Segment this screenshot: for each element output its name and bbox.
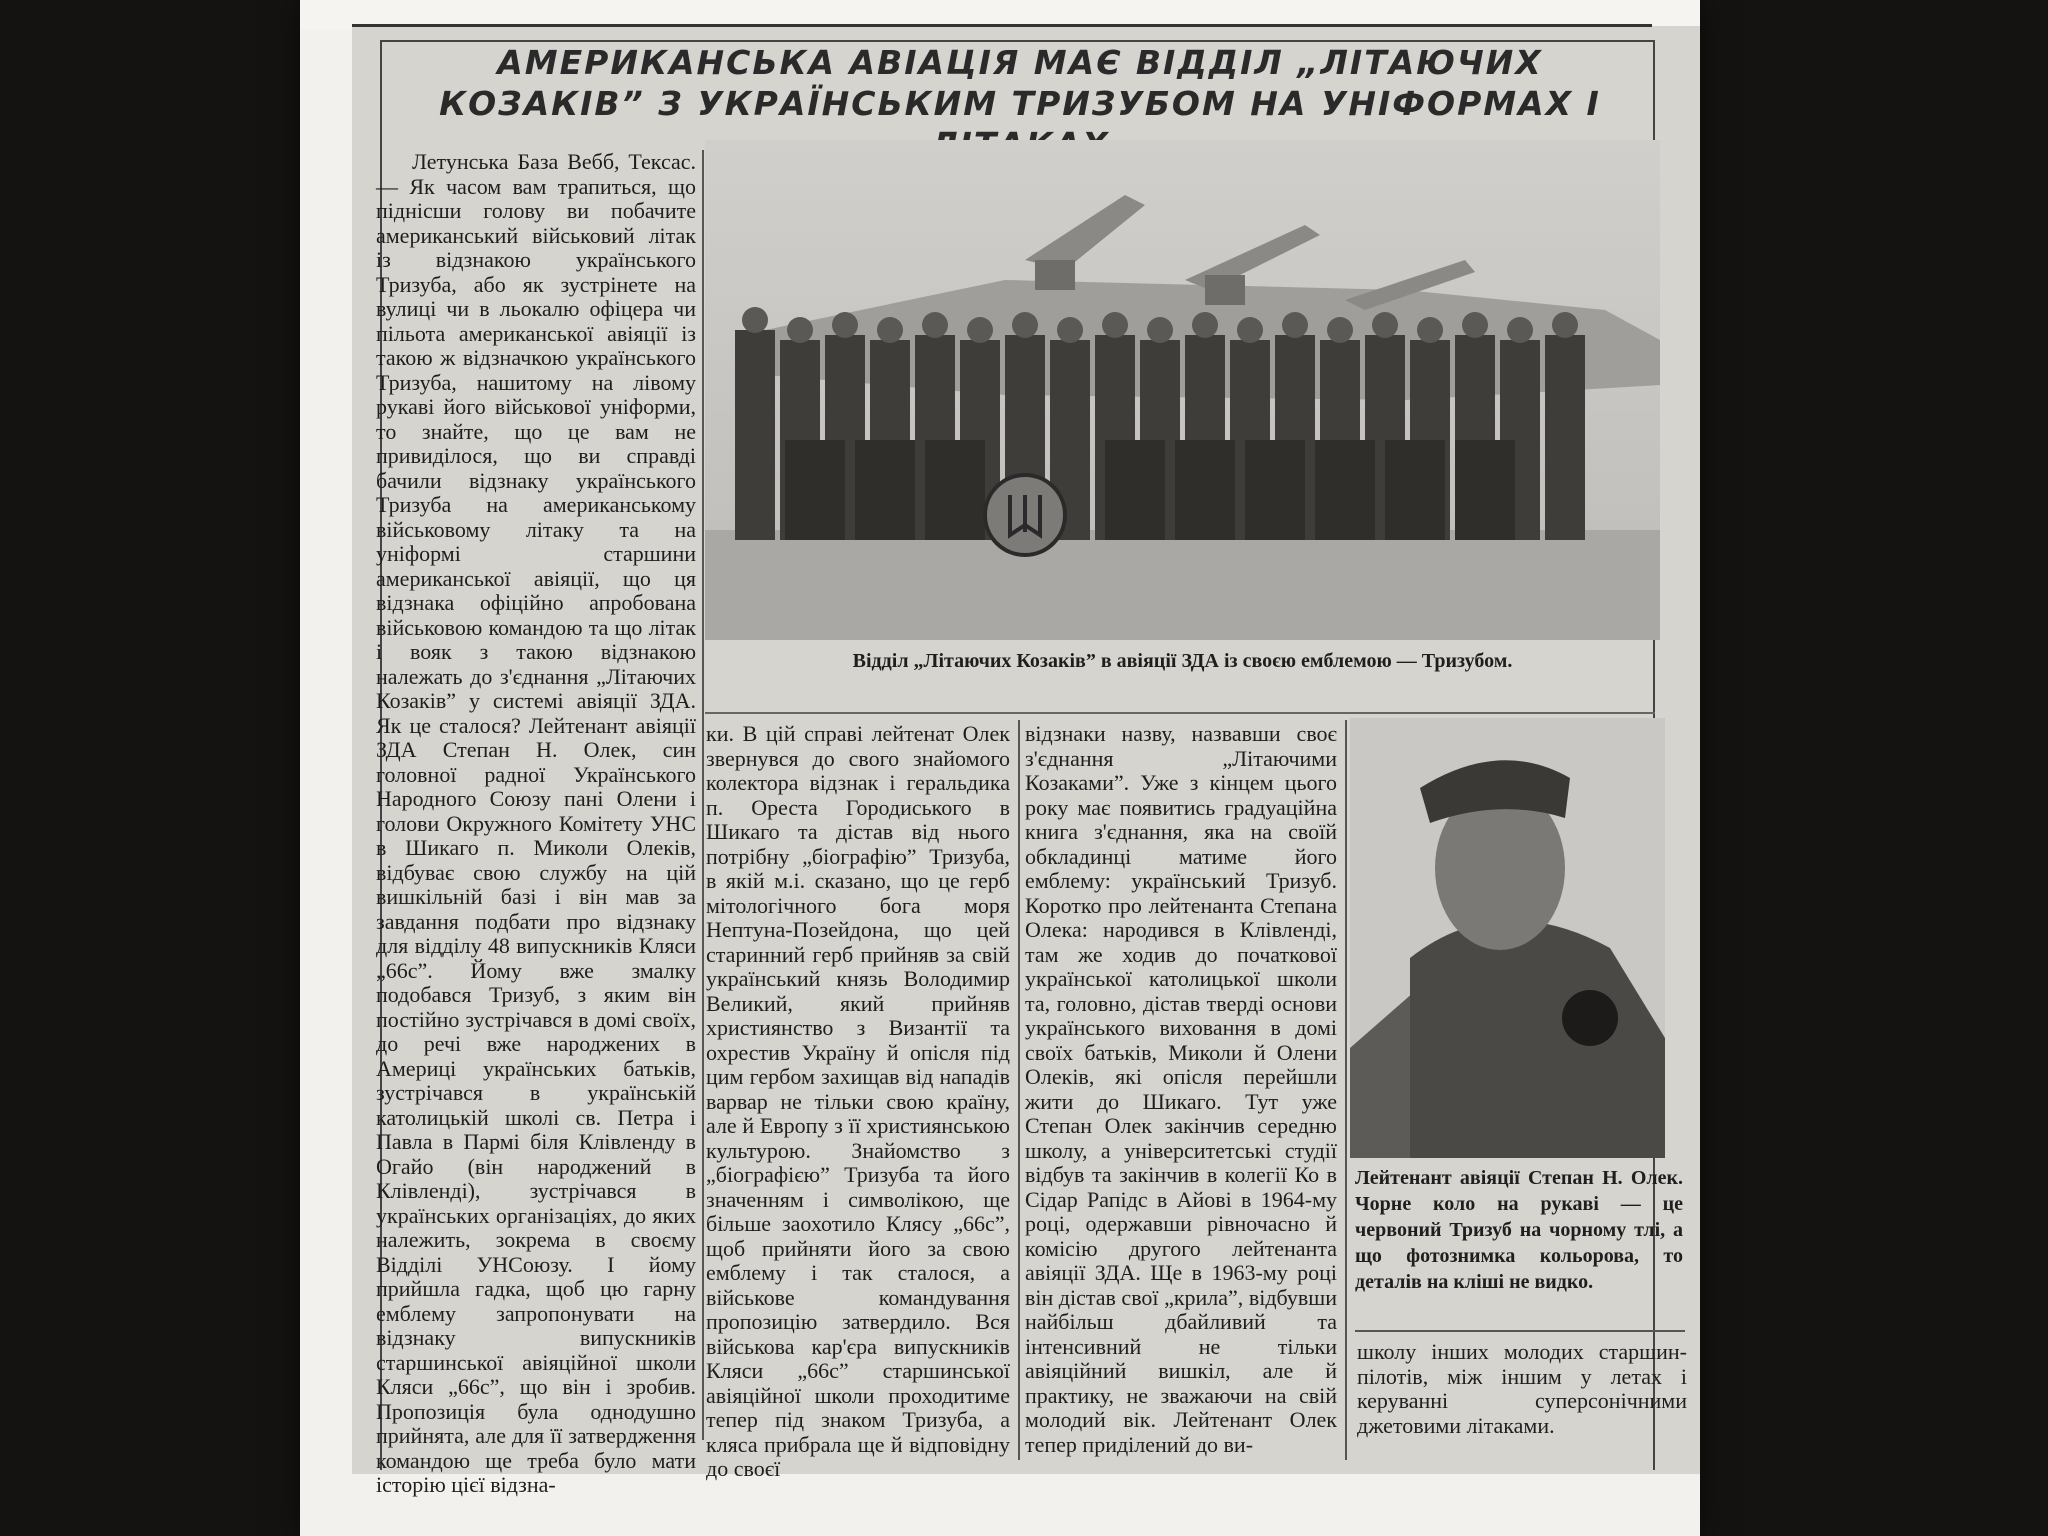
- article-column-4: школу інших молодих старшин-пілотів, між іншим у летах і керуванні суперсонічними джетовими літаками.: [1357, 1339, 1687, 1438]
- portrait-caption-separator: [1355, 1330, 1685, 1332]
- column-divider: [1345, 720, 1347, 1460]
- article-column-2: ки. В цій справі лейтенат Олек звернувся до свого знайомого колектора відзнак і геральдика п. Ореста Городиського в Шикаго та дістав від нього потрібну „біографію” Тризуба, в якій м.і. сказано, що це герб мітологічного бога моря Нептуна-Позейдона, що цей старинний герб прийняв за свій український князь Володимир Великий, який прийняв християнство з Византії та охрестив Україну й опісля під цим гербом захищав від нападів варвар не тільки свою країну, але й Европу з її християнською культурою. Знайомство з „біографією” Тризуба та його значенням і символікою, ще більше заохотило Клясу „66с”, щоб прийняти його за свою емблему і так сталося, а військове командування пропозицію затвердило. Вся військова кар'єра випускників Кляси „66с” старшинської авіяційної школи проходитиме тепер під знаком Тризуба, а кляса прибрала ще й відповідну до своєї: [706, 721, 1010, 1481]
- portrait-photo: [1350, 718, 1665, 1158]
- portrait-caption: Лейтенант авіяції Степан Н. Олек. Чорне коло на рукаві — це червоний Тризуб на чорному тлі, а що фотознимка кольорова, то деталів на кліші не видко.: [1355, 1167, 1683, 1293]
- group-photo-caption: Відділ „Літаючих Козаків” в авіяції ЗДА із своєю емблемою — Тризубом.: [852, 650, 1513, 672]
- article-headline: АМЕРИКАНСЬКА АВІАЦІЯ МАЄ ВІДДІЛ „ЛІТАЮЧИХ КОЗАКІВ” З УКРАЇНСЬКИМ ТРИЗУБОМ НА УНІФОРМАХ І: [439, 43, 1601, 123]
- article-column-3: відзнаки назву, назвавши своє з'єднання „Літаючими Козаками”. Уже з кінцем цього року має появитись градуаційна книга з'єднання, яка на своїй обкладинці матиме його емблему: український Тризуб. Коротко про лейтенанта Степана Олека: народився в Клівленді, там же ходив до початкової української католицької школи та, головно, дістав тверді основи українського виховання в домі своїх батьків, Миколи й Олени Олеків, які опісля перейшли жити до Шикаго. Тут уже Степан Олек закінчив середню школу, а університетські студії відбув та закінчив в колегії Ко в Сідар Рапідс в Айові в 1964-му році, одержавши рівночасно й комісію другого лейтенанта авіяції ЗДА. Ще в 1963-му році він дістав свої „крила”, відбувши найбільш дбайливий та інтенсивний не тільки авіяційний вишкіл, але й практику, не зважаючи на свій молодий вік. Лейтенант Олек тепер приділений до ви-: [1025, 721, 1337, 1457]
- clipping-top-rule: [352, 24, 1652, 27]
- caption-separator: [705, 712, 1655, 714]
- column-divider: [1018, 720, 1020, 1460]
- column-divider: [702, 150, 704, 1440]
- article-column-1: Летунська База Вебб, Тексас. — Як часом вам трапиться, що піднісши голову ви побачите американський військовий літак із відзнакою українського Тризуба, або як зустрінете на вулиці чи в льокалю офіцера чи пільота американської авіяції із такою ж відзначкою українського Тризуба, нашитому на лівому рукаві його військової уніформи, то знайте, що це вам не привиділося, що ви справді бачили відзнаку українського Тризуба на американському військовому літаку та на уніформі старшини американської авіяції, що ця відзнака офіційно апробована військовою командою та що літак і вояк з такою відзнакою належать до з'єднання „Літаючих Козаків” у системі авіяції ЗДА. Як це сталося? Лейтенант авіяції ЗДА Степан Н. Олек, син головної радної Українського Народного Союзу пані Олени і голови Окружного Комітету УНС в Шикаго п. Миколи Олеків, відбуває свою службу на цій вишкільній базі і він мав за завдання подбати про відзнаку для відділу 48 випускників Кляси „66с”. Йому вже змалку подобався Тризуб, з яким він постійно зустрічався в домі своїх, до речі вже народжених в Америці українських батьків, зустрічався в українській католицькій школі св. Петра і Павла в Пармі біля Клівленду в Огайо (він народжений в Клівленді), зустрічався в українських організаціях, до яких належить, зокрема в своєму Відділі УНСоюзу. І йому прийшла гадка, щоб цю гарну емблему запропонувати на відзнаку випускників старшинської авіяційної школи Кляси „66с”, що він і зробив. Пропозиція була однодушно прийнята, але для її затвердження командою ще треба було мати історію цієї відзна-: [376, 149, 696, 1497]
- group-photo: [705, 140, 1660, 640]
